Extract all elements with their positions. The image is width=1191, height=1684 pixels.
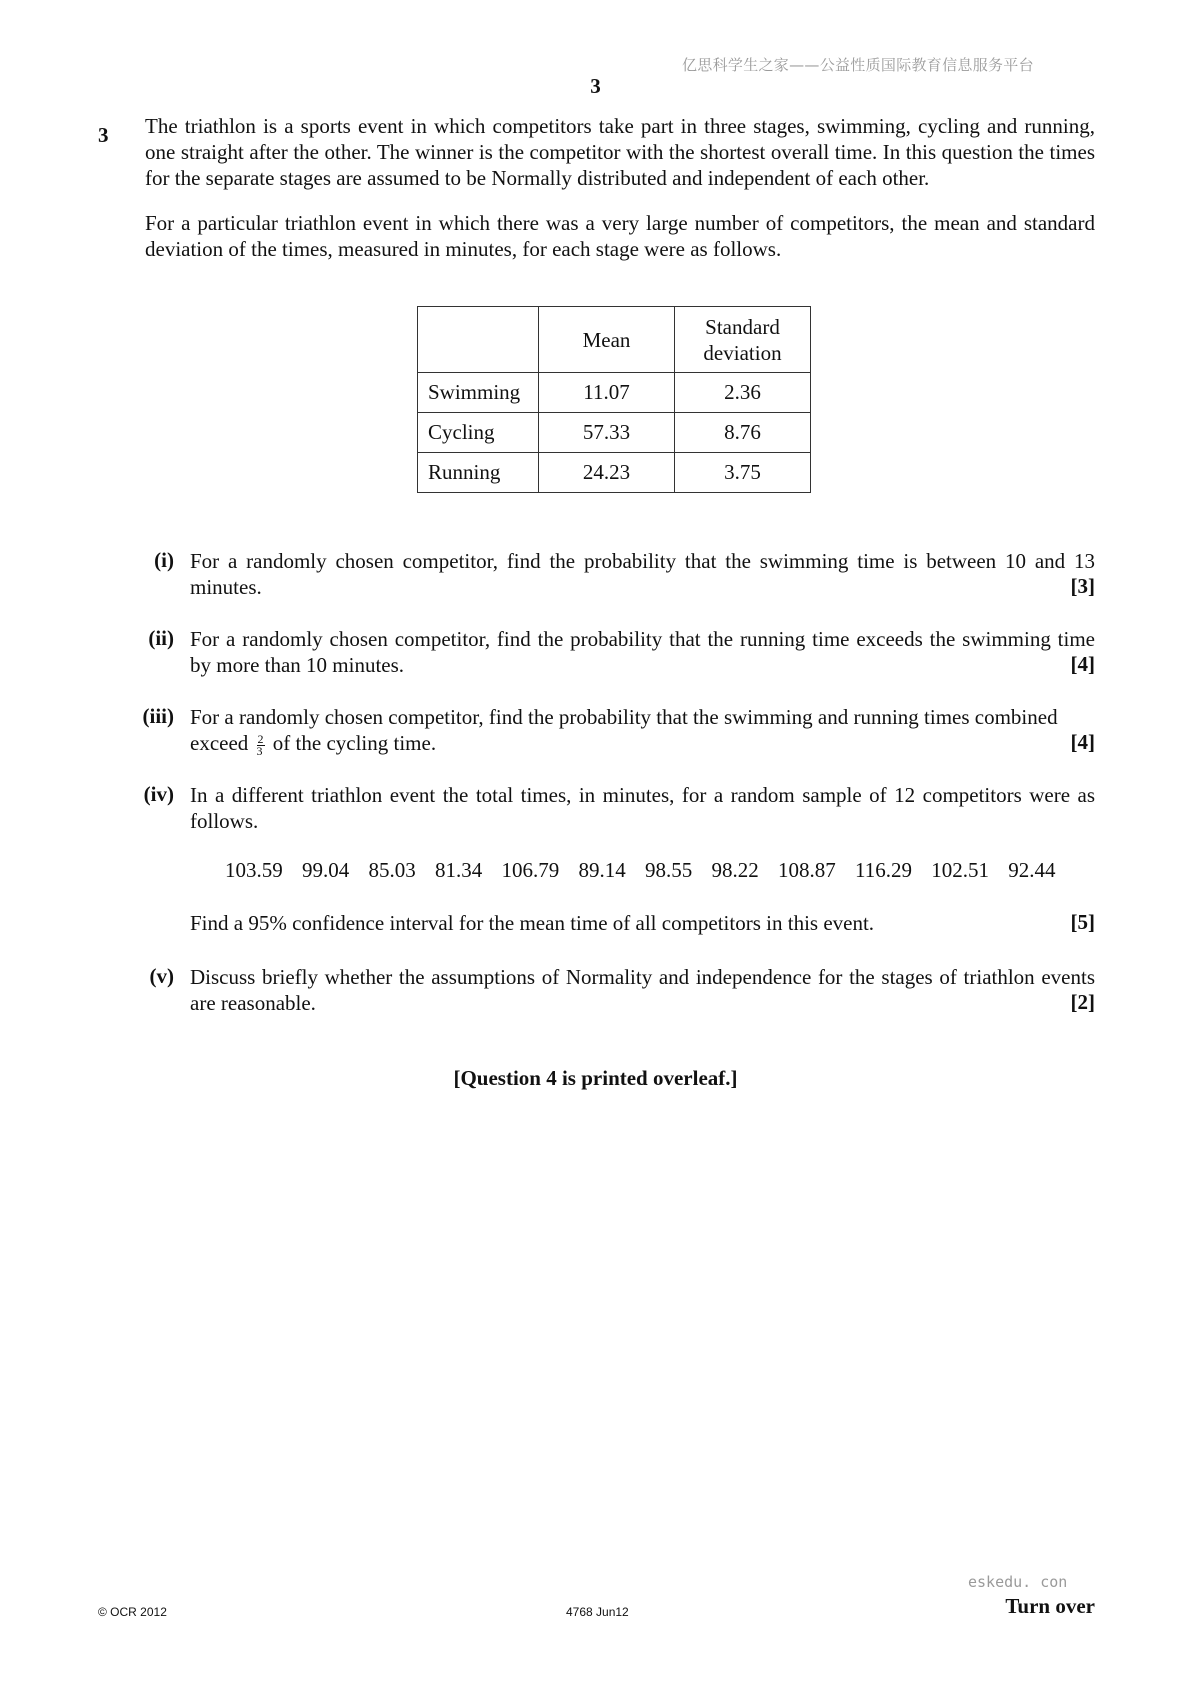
footer-paper-code: 4768 Jun12: [566, 1605, 629, 1619]
list-item: 102.51: [931, 858, 989, 882]
table-header-row: [418, 307, 811, 373]
list-item: 106.79: [501, 858, 560, 882]
part-text-i: For a randomly chosen competitor, find the probability that the swimming time is between 10 and 13 minutes.: [190, 549, 1095, 599]
table-header-sd: [675, 307, 811, 373]
list-item: 92.44: [1008, 858, 1056, 882]
list-item: 108.87: [778, 858, 836, 882]
table-cell-sd: 8.76: [675, 413, 811, 453]
two-thirds-fraction: [257, 734, 265, 757]
table-header-sd-text: Standard deviation: [703, 314, 782, 365]
marks-iv: [5]: [1070, 910, 1095, 934]
list-item: 85.03: [368, 858, 416, 882]
table-cell-stage: Swimming: [418, 373, 539, 413]
part-text-iv: In a different triathlon event the total times, in minutes, for a random sample of 12 competitors were as follows.: [190, 783, 1095, 833]
table-cell-mean: 24.23: [539, 453, 675, 493]
table-row: [418, 413, 811, 453]
list-item: 98.22: [711, 858, 759, 882]
list-item: 98.55: [645, 858, 693, 882]
part-label-v: (v): [149, 964, 174, 988]
table-header-blank: [418, 307, 539, 373]
table-cell-mean: 11.07: [539, 373, 675, 413]
part-followup-iv: Find a 95% confidence interval for the mean time of all competitors in this event.: [190, 911, 875, 935]
fraction-numerator: 2: [257, 732, 264, 746]
table-row: [418, 373, 811, 413]
intro-paragraph-2: For a particular triathlon event in which there was a very large number of competitors, the mean and standard deviation of the times, measured in minutes, for each stage were as follows.: [145, 211, 1095, 261]
part-text-ii: For a randomly chosen competitor, find the probability that the running time exceeds the swimming time by more than 10 minutes.: [190, 627, 1095, 677]
marks-v: [2]: [1070, 990, 1095, 1014]
table-cell-sd: 2.36: [675, 373, 811, 413]
turn-over-label: Turn over: [1005, 1594, 1095, 1618]
part-text-iii-post: of the cycling time.: [272, 731, 437, 755]
part-label-ii: (ii): [148, 626, 174, 650]
question-number: 3: [98, 123, 109, 147]
marks-iii: [4]: [1070, 730, 1095, 754]
watermark-top: 亿思科学生之家——公益性质国际教育信息服务平台: [682, 56, 1034, 74]
list-item: 89.14: [578, 858, 626, 882]
stage-times-table: [417, 306, 811, 493]
page-number: 3: [590, 74, 601, 98]
part-text-v: Discuss briefly whether the assumptions of Normality and independence for the stages of triathlon events are reasonable.: [190, 965, 1095, 1015]
table-cell-stage: Running: [418, 453, 539, 493]
list-item: 103.59: [225, 858, 283, 882]
sample-times-list: [225, 858, 1055, 883]
intro-paragraph-1: The triathlon is a sports event in which competitors take part in three stages, swimming, cycling and running, one straight after the other. The winner is the competitor with the shortest overall time. In this question the times for the separate stages are assumed to be Normally distributed and independent of each other.: [145, 114, 1095, 190]
fraction-denominator: 3: [256, 744, 263, 758]
footer-copyright: © OCR 2012: [98, 1605, 167, 1619]
overleaf-note: [Question 4 is printed overleaf.]: [453, 1066, 738, 1090]
table-header-mean: Mean: [539, 307, 675, 373]
part-label-iv: (iv): [143, 782, 174, 806]
table-cell-stage: Cycling: [418, 413, 539, 453]
list-item: 99.04: [302, 858, 350, 882]
part-label-i: (i): [154, 548, 174, 572]
list-item: 81.34: [435, 858, 483, 882]
part-text-iii-line2: [190, 730, 1095, 757]
marks-i: [3]: [1070, 574, 1095, 598]
part-text-iii: [190, 704, 1095, 757]
list-item: 116.29: [855, 858, 912, 882]
part-text-iii-line1: For a randomly chosen competitor, find the probability that the swimming and running times combined: [190, 705, 1058, 729]
part-label-iii: (iii): [142, 704, 174, 728]
table-row: [418, 453, 811, 493]
part-text-iii-pre: exceed: [190, 731, 249, 755]
table-cell-mean: 57.33: [539, 413, 675, 453]
table-cell-sd: 3.75: [675, 453, 811, 493]
marks-ii: [4]: [1070, 652, 1095, 676]
watermark-bottom: eskedu. con: [968, 1573, 1068, 1591]
